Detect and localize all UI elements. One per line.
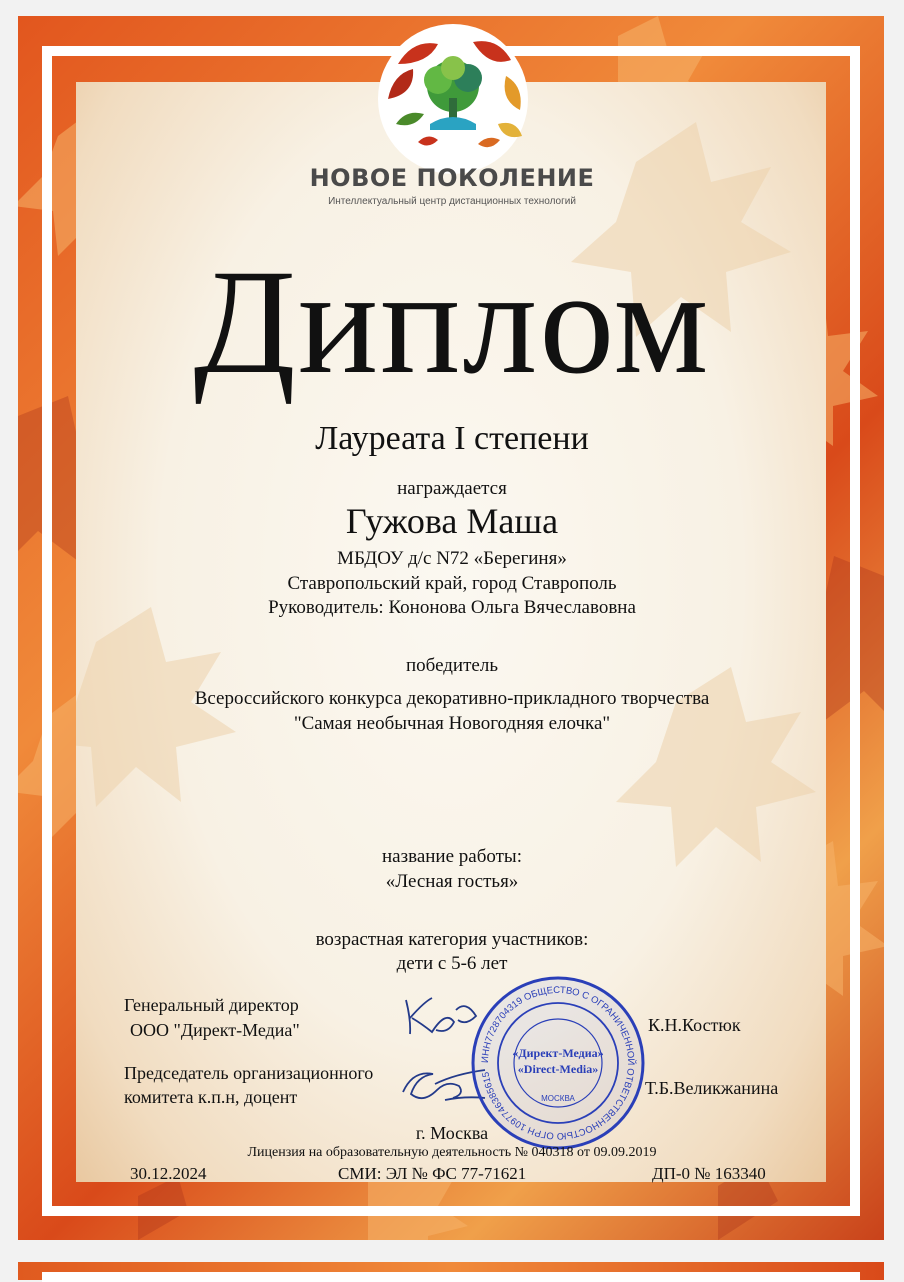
stamp-city: МОСКВА	[541, 1094, 575, 1103]
recipient-institution: МБДОУ д/с N72 «Берегиня»	[337, 548, 567, 569]
signatory1-name: К.Н.Костюк	[648, 1015, 741, 1035]
brand-subtitle: Интеллектуальный центр дистанционных технологий	[328, 196, 576, 207]
footer-number: ДП-0 № 163340	[652, 1164, 766, 1183]
awarded-label: награждается	[397, 478, 507, 499]
logo-tree-icon	[378, 24, 528, 174]
recipient-name: Гужова Маша	[345, 501, 559, 541]
signatory1-role-line1: Генеральный директор	[124, 995, 299, 1015]
degree-title: Лауреата I степени	[315, 420, 589, 457]
tree-icon	[424, 56, 482, 130]
signatory2-role-line1: Председатель организационного	[124, 1063, 374, 1083]
stamp-center-line1: «Директ-Медиа»	[512, 1046, 604, 1060]
footer-license: Лицензия на образовательную деятельность № 040318 от 09.09.2019	[247, 1145, 657, 1160]
work-title: «Лесная гостья»	[385, 871, 519, 892]
next-page-frame	[42, 1272, 860, 1282]
contest-line2: "Самая необычная Новогодняя елочка"	[293, 713, 611, 734]
recipient-location: Ставропольский край, город Ставрополь	[287, 573, 617, 594]
footer-date: 30.12.2024	[130, 1164, 207, 1183]
brand-name: НОВОЕ ПОКОЛЕНИЕ	[309, 164, 595, 192]
footer-smi: СМИ: ЭЛ № ФС 77-71621	[338, 1164, 527, 1183]
recipient-supervisor: Руководитель: Кононова Ольга Вячеславовна	[268, 597, 636, 618]
signatory2-name: Т.Б.Великжанина	[645, 1078, 779, 1098]
age-label: возрастная категория участников:	[315, 929, 589, 950]
signatory1-role-line2: ООО "Директ-Медиа"	[130, 1020, 300, 1040]
stamp-center-line2: «Direct-Media»	[517, 1062, 599, 1076]
age-value: дети с 5-6 лет	[396, 953, 508, 974]
stamp-ring-text: ИНН7728704319 ОБЩЕСТВО С ОГРАНИЧЕННОЙ ОТВЕТСТВЕННОСТЬЮ ОГРН 1097746385615	[479, 984, 637, 1142]
work-label: название работы:	[382, 846, 522, 867]
signatory2-role-line2: комитета к.п.н, доцент	[124, 1087, 298, 1107]
footer-city: г. Москва	[415, 1123, 489, 1143]
diploma-title: Диплом	[193, 239, 711, 405]
contest-line1: Всероссийского конкурса декоративно-прикладного творчества	[194, 688, 710, 709]
winner-label: победитель	[406, 655, 498, 676]
